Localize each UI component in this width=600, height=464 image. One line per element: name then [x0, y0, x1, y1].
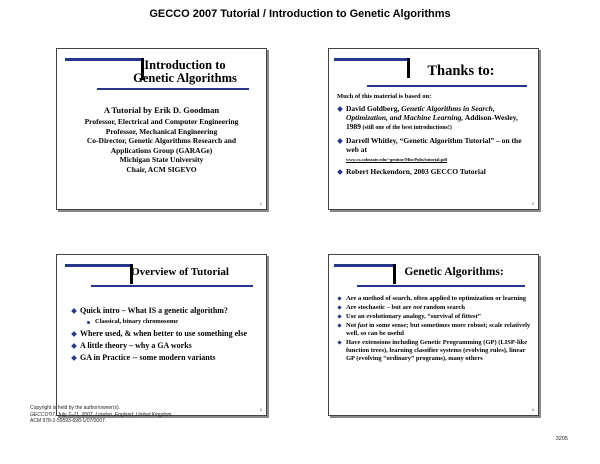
bullet-icon: [71, 355, 77, 361]
bullet-icon: [337, 314, 341, 318]
bullet-icon: [337, 106, 343, 112]
ga-list: [337, 295, 533, 363]
list-item: GA in Practice -- some modern variants: [71, 353, 259, 363]
bullet-icon: [337, 340, 341, 344]
author-info: A Tutorial by Erik D. Goodman Professor, Electrical and Computer Engineering Professor, Mechanical Engineering Co-Director, Genetic Algorithms Research and Applications Group (GARAGe) Michigan State University Chair, ACM SIGEVO: [84, 105, 239, 174]
copyright-footer: Copyright is held by the author/owner(s). GECCO'07, July 7–11, 2007, London, England, United Kingdom. ACM 978-1-59593-698-1/07/0007.: [30, 405, 173, 424]
slide-3: [56, 254, 267, 416]
slide-title: Thanks to:: [427, 63, 495, 79]
slide-number: 2: [531, 201, 534, 206]
accent-bar: [334, 58, 408, 61]
slide-4: [328, 254, 539, 416]
slide-1: [56, 48, 267, 210]
list-item: Robert Heckendorn, 2003 GECCO Tutorial: [337, 167, 533, 176]
list-item: Not fast in some sense; but sometimes more robust; scale relatively well, so can be useful: [337, 322, 533, 338]
bullet-icon: [337, 138, 343, 144]
bullet-icon: [337, 305, 341, 309]
list-item: Are stochastic – but are not random search: [337, 304, 533, 312]
bullet-icon: [71, 331, 77, 337]
title-underline: [97, 88, 249, 90]
list-item: Use an evolutionary analogy, “survival of fittest”: [337, 313, 533, 321]
list-item: A little theory – why a GA works: [71, 341, 259, 351]
list-item: David Goldberg, Genetic Algorithms in Search, Optimization, and Machine Learning, Addison-Wesley, 1989 (still one of the best introductions!): [337, 104, 533, 133]
list-item: Where used, & when better to use something else: [71, 329, 259, 339]
tutorial-link[interactable]: www.cs.colostate.edu/~genitor/MiscPubs/tutorial.pdf: [346, 157, 448, 162]
slide-title: Introduction to Genetic Algorithms: [133, 58, 237, 85]
list-item: Quick intro – What IS a genetic algorithm?: [71, 306, 259, 316]
slide-number: 4: [531, 407, 534, 412]
slide-2: [328, 48, 539, 210]
slide-number: 3: [259, 407, 262, 412]
list-item: Classical, binary chromosome: [71, 318, 259, 326]
page-header: GECCO 2007 Tutorial / Introduction to Genetic Algorithms: [149, 8, 451, 20]
title-underline: [357, 285, 525, 287]
slide-title: Overview of Tutorial: [131, 266, 229, 278]
bullet-icon: [71, 343, 77, 349]
slide-number: 1: [259, 201, 262, 206]
list-item: Have extensions including Genetic Programming (GP) (LISP-like function trees), learning classifier systems (evolving rules), linear GP (evolving “ordinary” programs), many others: [337, 339, 533, 363]
intro-text: Much of this material is based on:: [337, 93, 432, 100]
list-item: Darrell Whitley, “Genetic Algorithm Tutorial” – on the web at www.cs.colostate.edu/~genitor/MiscPubs/tutorial.pdf: [337, 136, 533, 164]
title-underline: [91, 285, 253, 287]
title-underline: [367, 85, 527, 87]
bullet-icon: [87, 321, 90, 324]
overview-list: [71, 306, 259, 363]
bullet-icon: [337, 323, 341, 327]
slide-title: Genetic Algorithms:: [404, 266, 504, 278]
page-number: 3205: [555, 436, 568, 442]
bullet-icon: [337, 296, 341, 300]
bullet-icon: [337, 169, 343, 175]
list-item: Are a method of search, often applied to optimization or learning: [337, 295, 533, 303]
bullet-icon: [71, 308, 77, 314]
thanks-list: [337, 104, 533, 176]
